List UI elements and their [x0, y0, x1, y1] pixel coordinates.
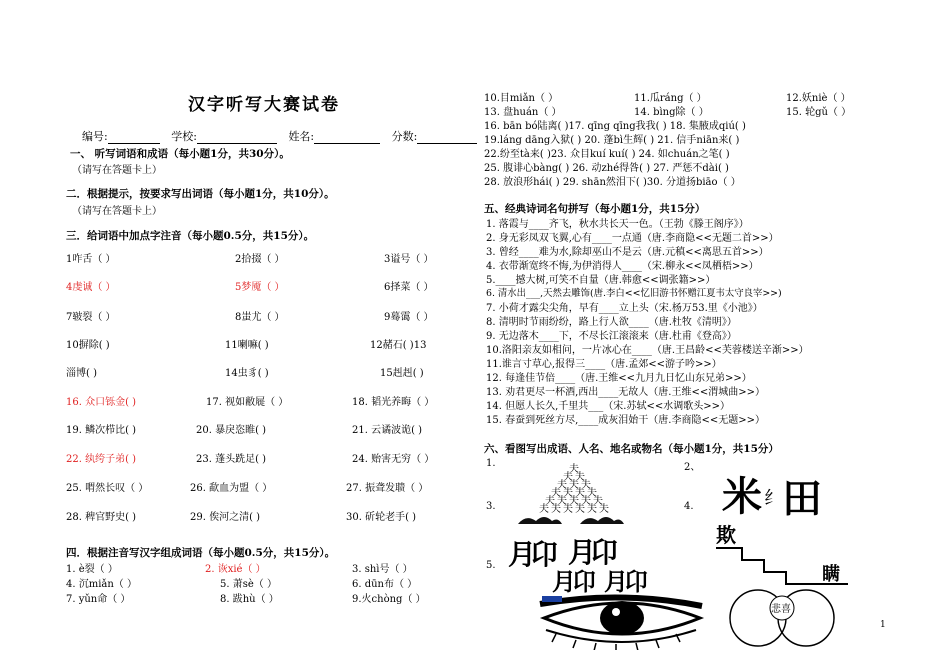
s3-item: 6择菜（ ） — [384, 282, 434, 293]
s4-item: 7. yǔn命（ ） — [66, 594, 131, 605]
s4b-line: 22.纷至tà来( )23. 众目kuí kuí( ) 24. 如chuán之笔( ) — [484, 149, 730, 160]
s4b-line: 19.láng dāng入狱( ) 20. 蓬bì生辉( ) 21. 信手niān来( ) — [484, 135, 740, 146]
pic2-char: 米 — [722, 474, 762, 518]
pic3-char: 月 — [552, 568, 576, 594]
pic-label-1: 1. — [486, 458, 496, 469]
pic1-char: 夫 — [581, 496, 591, 507]
s4-item: 4. 沉miǎn（ ） — [66, 579, 137, 590]
s4b-item: 14. bìng除（ ） — [634, 107, 709, 118]
s3-item: 25. 喟然长叹（ ） — [66, 483, 149, 494]
s5-line: 12. 每逢佳节倍____（唐.王维<<九月九日忆山东兄弟>>） — [486, 373, 752, 384]
pic1-char: 夫 — [539, 504, 549, 515]
s3-item: 4虔诚（ ） — [66, 282, 116, 293]
s4-item: 5. 萧sè（ ） — [220, 579, 277, 590]
pic1-pyramid — [500, 462, 650, 532]
xingming-field[interactable] — [314, 132, 380, 144]
s4b-item: 11.瓜ráng（ ） — [634, 93, 707, 104]
pic1-char: 夫 — [569, 480, 579, 491]
s5-line: 10.洛阳亲友如相问，一片冰心在____（唐.王昌龄<<芙蓉楼送辛渐>>） — [486, 345, 809, 356]
pic3-char: 卬 — [530, 538, 559, 571]
pic1-char: 夫 — [587, 504, 597, 515]
s3-item: 2拾掇（ ） — [235, 254, 285, 265]
pic3-char: 卬 — [624, 568, 648, 594]
xuexiao-field[interactable] — [197, 132, 277, 144]
s3-item: 1咋舌（ ） — [66, 254, 116, 265]
pic1-char: 夫 — [581, 480, 591, 491]
pic1-char: 夫 — [575, 488, 585, 499]
s4b-line: 25. 腹诽心bàng( ) 26. 动zhé得咎( ) 27. 严惩不dài( ) — [484, 163, 729, 174]
pic1-char: 夫 — [593, 496, 603, 507]
s3-item: 19. 鳞次栉比( ) — [66, 425, 137, 436]
s4b-line: 28. 放浪形hái( ) 29. shān然泪下( )30. 分道扬biāo（ ） — [484, 177, 741, 188]
s3-item: 22. 纨绔子弟( ) — [66, 454, 137, 465]
pic2-char: 纟 — [764, 488, 782, 509]
pic1-char: 夫 — [575, 472, 585, 483]
s3-item: 23. 蓬头跣足( ) — [196, 454, 267, 465]
pic3-char: 月 — [508, 538, 537, 571]
bianhao-field[interactable] — [108, 132, 160, 144]
pic2-characters — [720, 470, 840, 518]
s5-line: 5.____撼大树,可笑不自量（唐.韩愈<<调张籍>>） — [486, 275, 716, 286]
s3-item: 21. 云谲波诡( ) — [352, 425, 423, 436]
s3-item: 5梦魇（ ） — [235, 282, 285, 293]
s3-item: 11喇嘛( ) — [225, 340, 269, 351]
section2-heading: 二．根据提示，按要求写出词语（每小题1分，共10分）。 — [66, 188, 335, 200]
pic5-eye — [536, 594, 706, 650]
s5-line: 9. 无边落木____下，不尽长江滚滚来（唐.杜甫《登高》） — [486, 331, 737, 342]
pic1-char: 夫 — [569, 464, 579, 475]
info-line — [82, 128, 477, 144]
pic4-char: 欺 — [716, 523, 736, 547]
s3-item: 淄博( ) — [66, 368, 97, 379]
s3-item: 26. 歃血为盟（ ） — [190, 483, 273, 494]
s4-item: 8. 跋hù（ ） — [220, 594, 279, 605]
pic-label-2: 2、 — [684, 462, 701, 473]
s3-item: 24. 贻害无穷（ ） — [352, 454, 435, 465]
pic1-char: 夫 — [563, 472, 573, 483]
s4-item: 9.火chòng（ ） — [352, 594, 426, 605]
page-number: 1 — [880, 620, 886, 630]
pic3-characters — [508, 534, 648, 594]
pic6-text: 悲喜 — [771, 604, 791, 615]
s3-item: 20. 暴戾恣睢( ) — [196, 425, 267, 436]
s5-line: 6. 清水出___,天然去雕饰(唐.李白<<忆旧游书怀赠江夏韦太守良宰>>) — [486, 288, 782, 299]
s3-item: 14虫豸( ) — [225, 368, 269, 379]
s4b-line: 16. bān bó陆离( )17. qīng qīng我我( ) 18. 集腋成qiú( ) — [484, 121, 746, 132]
s5-line: 13. 劝君更尽一杯酒,西出____无故人（唐.王维<<渭城曲>>） — [486, 387, 765, 398]
page-title: 汉字听写大赛试卷 — [188, 95, 340, 115]
pic4-staircase — [712, 518, 852, 592]
pic1-char: 夫 — [551, 488, 561, 499]
fenshu-label: 分数: — [391, 130, 418, 143]
s5-line: 11.谁言寸草心,报得三____（唐.孟郊<<游子吟>>） — [486, 359, 722, 370]
pic1-char: 夫 — [557, 496, 567, 507]
pic3-char: 月 — [604, 568, 628, 594]
pic4-char: 瞒 — [822, 564, 840, 585]
pic3-char: 月 — [568, 536, 597, 569]
s5-line: 14. 但愿人长久,千里共___（宋.苏轼<<水调歌头>>） — [486, 401, 730, 412]
s3-item: 9蓦霭（ ） — [384, 312, 434, 323]
bianhao-label: 编号: — [82, 130, 108, 143]
pic1-char: 夫 — [599, 504, 609, 515]
s4b-item: 15. 轮gǔ（ ） — [786, 107, 852, 118]
pic2-char: 田 — [782, 476, 822, 518]
s5-line: 1. 落霞与____齐飞，秋水共长天一色。（王勃《滕王阁序》） — [486, 219, 749, 230]
s5-line: 2. 身无彩凤双飞翼,心有____一点通（唐.李商隐<<无题二首>>） — [486, 233, 779, 244]
section5-heading: 五、经典诗词名句拼写（每小题1分，共15分） — [484, 203, 706, 215]
pic-label-3: 3. — [486, 501, 496, 512]
s4-item: 2. 诙xié（ ） — [205, 564, 266, 575]
s3-item: 28. 稗官野史( ) — [66, 512, 137, 523]
s5-line: 4. 衣带渐宽终不悔,为伊消得人____（宋.柳永<<凤栖梧>>） — [486, 261, 759, 272]
s3-item: 17. 视如敝屣（ ） — [206, 397, 289, 408]
cloud-icon — [580, 517, 624, 524]
pic-label-5: 5. — [486, 560, 496, 571]
s3-item: 15赳赳( ) — [380, 368, 424, 379]
pic6-circles — [714, 588, 864, 652]
pic1-char: 夫 — [563, 488, 573, 499]
pic1-char: 夫 — [545, 496, 555, 507]
pic1-char: 夫 — [569, 496, 579, 507]
fenshu-field[interactable] — [417, 132, 477, 144]
s4-item: 1. è裂（ ） — [66, 564, 118, 575]
pic1-char: 夫 — [557, 480, 567, 491]
s4b-item: 13. 盘huán（ ） — [484, 107, 562, 118]
section2-note: （请写在答题卡上） — [72, 206, 162, 217]
section1-heading: 一、 听写词语和成语（每小题1分，共30分）。 — [70, 148, 290, 160]
s5-line: 15. 春蚕到死丝方尽,____成灰泪始干（唐.李商隐<<无题>>） — [486, 415, 765, 426]
pic1-char: 夫 — [563, 504, 573, 515]
pic1-char: 夫 — [551, 504, 561, 515]
xingming-label: 姓名: — [288, 130, 315, 143]
s4-item: 3. shì号（ ） — [352, 564, 413, 575]
s3-item: 12赭石( )13 — [370, 340, 427, 351]
pic-label-4: 4. — [684, 501, 694, 512]
cloud-icon — [518, 517, 562, 524]
pic1-char: 夫 — [587, 488, 597, 499]
pic1-char: 夫 — [575, 504, 585, 515]
section6-heading: 六、看图写出成语、人名、地名或物名（每小题1分，共15分） — [484, 443, 779, 455]
s3-item: 3谥号（ ） — [384, 254, 434, 265]
xuexiao-label: 学校: — [171, 130, 197, 143]
s4-item: 6. dūn布（ ） — [352, 579, 418, 590]
s3-item: 18. 韬光养晦（ ） — [352, 397, 435, 408]
pic3-char: 卬 — [590, 536, 619, 569]
s3-item: 27. 振聋发聩（ ） — [346, 483, 429, 494]
s3-item: 29. 俟河之清( ) — [190, 512, 261, 523]
s3-item: 10摒除( ) — [66, 340, 110, 351]
s4b-item: 10.目miǎn（ ） — [484, 93, 559, 104]
pic3-char: 卬 — [572, 568, 596, 594]
s5-line: 8. 清明时节雨纷纷，路上行人欲____（唐.杜牧《清明》） — [486, 317, 737, 328]
s3-item: 30. 斫轮老手( ) — [346, 512, 417, 523]
s4b-item: 12.妖niè（ ） — [786, 93, 851, 104]
s5-line: 7. 小荷才露尖尖角，早有____立上头（宋.杨万53.里《小池》） — [486, 303, 763, 314]
section4-heading: 四．根据注音写汉字组成词语（每小题0.5分，共15分）。 — [66, 547, 336, 559]
s5-line: 3. 曾经____难为水,除却巫山不是云（唐.元稹<<离思五首>>） — [486, 247, 769, 258]
s3-item: 7皲裂（ ） — [66, 312, 116, 323]
s3-item: 16. 众口铄金( ) — [66, 397, 137, 408]
section1-note: （请写在答题卡上） — [72, 165, 162, 176]
s3-item: 8蚩尤（ ） — [235, 312, 285, 323]
section3-heading: 三．给词语中加点字注音（每小题0.5分，共15分）。 — [66, 230, 315, 242]
